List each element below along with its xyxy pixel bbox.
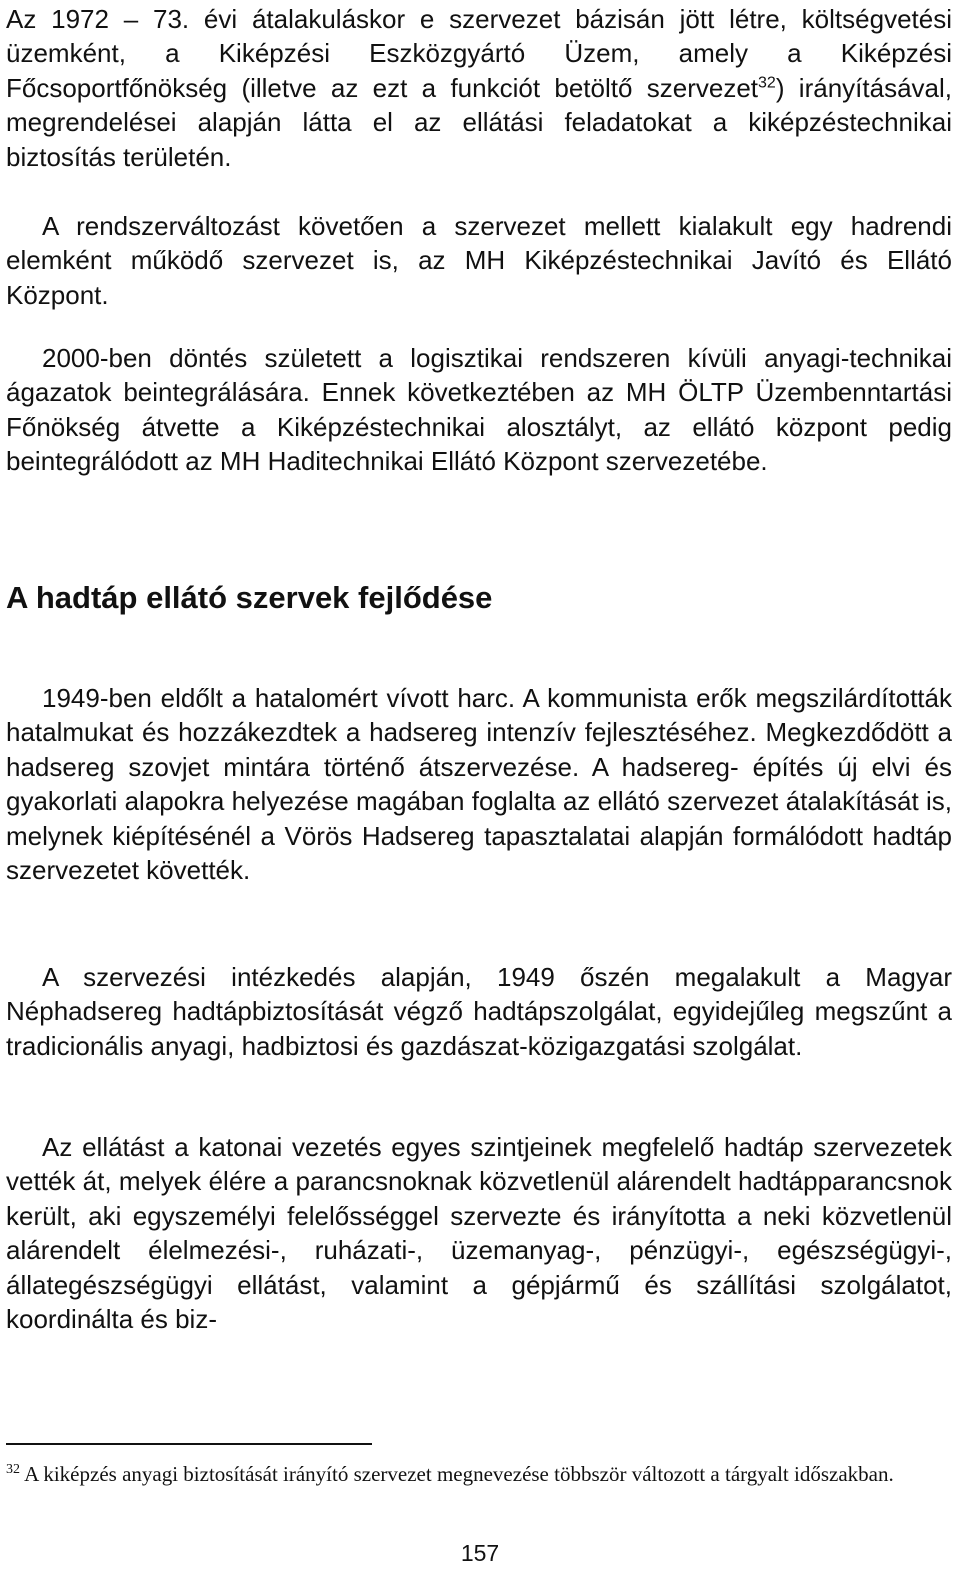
paragraph-2: A rendszerváltozást követően a szervezet mellett kialakult egy hadrendi elemként működő szervezet is, az MH Kiképzéstechnikai Javító és Ellátó Központ. xyxy=(6,211,952,310)
section-heading: A hadtáp ellátó szervek fejlődése xyxy=(6,580,493,615)
footnote-reference[interactable]: 32 xyxy=(758,74,776,92)
paragraph-1-text-a: Az 1972 – 73. évi átalakuláskor e szervezet bázisán jött létre, költségvetési üzemként, a Kiképzési Eszközgyártó Üzem, amely a Kiképzési Főcsoportfőnökség (illetve az ezt a funkciót betöltő szervezet xyxy=(6,4,952,103)
paragraph-1-text-b: ) irányításával, megrendelései alapján látta el az ellátási feladatokat a kiképzéstechnikai biztosítás területén. xyxy=(6,72,952,172)
paragraph-1 xyxy=(6,2,952,174)
page-number: 157 xyxy=(460,1540,500,1566)
paragraph-4: 1949-ben eldőlt a hatalomért vívott harc. A kommunista erők megszilárdították hatalmukat és hozzákezdtek a hadsereg intenzív fejlesztéséhez. Megkezdődött a hadsereg szovjet mintára történő átszervezése. A hadsereg- építés új elvi és gyakorlati alapokra helyezése magában foglalta az ellátó szervezet átalakítását is, melynek kiépítésénél a Vörös Hadsereg tapasztalatai alapján formálódott hadtáp szervezetet követték. xyxy=(6,683,952,886)
paragraph-5: A szervezési intézkedés alapján, 1949 őszén megalakult a Magyar Néphadsereg hadtápbiztosítását végző hadtápszolgálat, egyidejűleg megszűnt a tradicionális anyagi, hadbiztosi és gazdászat-közigazgatási szolgálat. xyxy=(6,962,952,1061)
footnote-divider xyxy=(6,1443,372,1445)
footnote xyxy=(6,1459,952,1489)
footnote-text: A kiképzés anyagi biztosítását irányító szervezet megnevezése többször változott a tárgyalt időszakban. xyxy=(24,1462,894,1486)
footnote-number: 32 xyxy=(6,1462,20,1477)
paragraph-6: Az ellátást a katonai vezetés egyes szintjeinek megfelelő hadtáp szervezetek vették át, melyek élére a parancsnoknak közvetlenül alárendelt hadtápparancsnok került, aki egyszemélyi felelősséggel szervezte és irányította a neki közvetlenül alárendelt élelmezési-, ruházati-, üzemanyag-, pénzügyi-, egészségügyi-, állategészségügyi ellátást, valamint a gépjármű és szállítási szolgálatot, koordinálta és biz- xyxy=(6,1132,952,1335)
paragraph-3: 2000-ben döntés született a logisztikai rendszeren kívüli anyagi-technikai ágazatok beintegrálására. Ennek következtében az MH ÖLTP Üzembenntartási Főnökség átvette a Kiképzéstechnikai alosztályt, az ellátó központ pedig beintegrálódott az MH Haditechnikai Ellátó Központ szervezetébe. xyxy=(6,343,952,477)
